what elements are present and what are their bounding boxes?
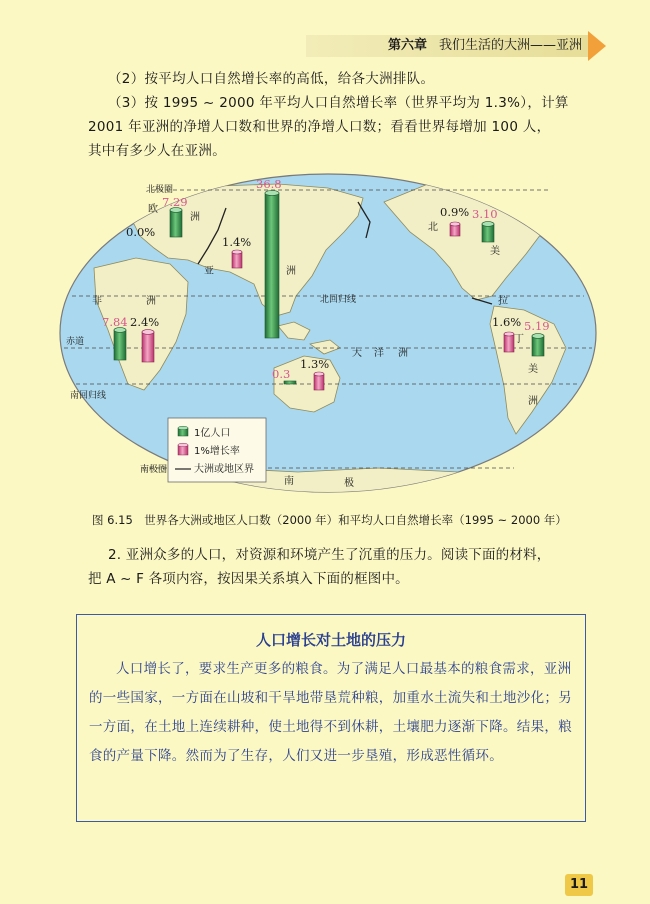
bar-asia-rate bbox=[232, 252, 242, 268]
label-antarctica-1: 南 bbox=[284, 476, 294, 487]
label-latin-america-4: 洲 bbox=[528, 396, 538, 407]
label-oceania-3: 洲 bbox=[398, 348, 408, 359]
reading-box-title: 人口增长对土地的压力 bbox=[255, 631, 406, 649]
map-svg bbox=[58, 172, 598, 494]
chapter-number: 第六章 bbox=[388, 38, 428, 53]
bar-latin-america-rate-top bbox=[504, 332, 514, 336]
tropic-cancer-label: 北回归线 bbox=[320, 295, 357, 305]
bar-oceania-population bbox=[284, 381, 296, 384]
value-oceania-population: 0.3 bbox=[272, 367, 291, 381]
legend-rate-icon-top bbox=[178, 443, 188, 447]
value-oceania-rate: 1.3% bbox=[300, 357, 330, 371]
label-latin-america-3: 美 bbox=[528, 364, 538, 375]
page-number-badge bbox=[565, 874, 593, 896]
legend-boundary-label: 大洲或地区界 bbox=[194, 464, 254, 475]
bar-north-america-population-top bbox=[482, 222, 494, 227]
label-africa-2: 洲 bbox=[146, 296, 156, 307]
bar-north-america-rate-top bbox=[450, 222, 460, 226]
label-antarctica-2: 极 bbox=[344, 478, 354, 489]
label-latin-america-1: 拉 bbox=[498, 296, 508, 307]
reading-box bbox=[76, 614, 586, 822]
label-asia-1: 亚 bbox=[204, 266, 214, 277]
tropic-capricorn-label: 南回归线 bbox=[70, 391, 107, 401]
bar-latin-america-rate bbox=[504, 334, 514, 352]
reading-box-text: 人口增长了，要求生产更多的粮食。为了满足人口最基本的粮食需求，亚洲的一些国家，一方面在山坡和干旱地带垦荒种粮，加重水土流失和土地沙化；另一方面，在土地上连续耕种，使土地得不到休耕，土壤肥力逐渐下降。结果，粮食的产量下降。然而为了生存，人们又进一步垦殖，形成恶性循环。 bbox=[89, 661, 572, 764]
value-africa-population: 7.84 bbox=[102, 315, 128, 329]
world-population-map bbox=[58, 172, 598, 494]
legend-population-icon-top bbox=[178, 426, 188, 430]
label-africa-1: 非 bbox=[92, 296, 102, 307]
label-oceania-1: 大 bbox=[352, 348, 362, 359]
bar-latin-america-population bbox=[532, 336, 544, 356]
value-north-america-population: 3.10 bbox=[472, 207, 498, 221]
bar-asia-rate-top bbox=[232, 250, 242, 254]
body-line-2: 把 A ~ F 各项内容，按因果关系填入下面的框图中。 bbox=[88, 571, 409, 587]
bar-oceania-rate bbox=[314, 374, 324, 390]
arctic-circle-label: 北极圈 bbox=[146, 185, 174, 195]
label-north-america-1: 北 bbox=[428, 222, 438, 233]
value-latin-america-population: 5.19 bbox=[524, 319, 550, 333]
value-europe-population: 7.29 bbox=[162, 195, 188, 209]
antarctic-circle-label: 南极圈 bbox=[140, 465, 168, 475]
figure-caption: 图 6.15 世界各大洲或地区人口数（2000 年）和平均人口自然增长率（1995 ~ 2000 年） bbox=[92, 513, 567, 527]
chapter-title: 我们生活的大洲——亚洲 bbox=[439, 38, 583, 53]
label-asia-2: 洲 bbox=[286, 266, 296, 277]
question-2: （2）按平均人口自然增长率的高低，给各大洲排队。 bbox=[108, 71, 435, 87]
value-north-america-rate: 0.9% bbox=[440, 205, 470, 219]
value-latin-america-rate: 1.6% bbox=[492, 315, 522, 329]
body-line-1: 2. 亚洲众多的人口，对资源和环境产生了沉重的压力。阅读下面的材料， bbox=[108, 547, 551, 563]
label-europe-2: 洲 bbox=[190, 212, 200, 223]
chapter-header bbox=[388, 36, 582, 56]
equator-label: 赤道 bbox=[66, 337, 85, 347]
bar-africa-population bbox=[114, 330, 126, 360]
value-africa-rate: 2.4% bbox=[130, 315, 160, 329]
value-europe-rate: 0.0% bbox=[126, 225, 156, 239]
map-legend bbox=[168, 418, 266, 482]
label-north-america-2: 美 bbox=[490, 246, 500, 257]
bar-africa-rate-top bbox=[142, 330, 154, 335]
question-3-line-1: （3）按 1995 ~ 2000 年平均人口自然增长率（世界平均为 1.3%），计算 bbox=[108, 95, 569, 111]
bar-africa-rate bbox=[142, 332, 154, 362]
bar-latin-america-population-top bbox=[532, 334, 544, 339]
legend-population-label: 1亿人口 bbox=[194, 428, 231, 439]
bar-oceania-rate-top bbox=[314, 372, 324, 376]
label-latin-america-2: 丁 bbox=[514, 334, 524, 345]
question-3-line-3: 其中有多少人在亚洲。 bbox=[88, 143, 226, 159]
legend-rate-label: 1%增长率 bbox=[194, 446, 240, 457]
label-oceania-2: 洋 bbox=[374, 348, 384, 359]
label-europe-1: 欧 bbox=[148, 204, 158, 215]
value-asia-population: 36.8 bbox=[256, 177, 282, 191]
bar-europe-population bbox=[170, 210, 182, 237]
bar-asia-population bbox=[265, 193, 279, 338]
page-number: 11 bbox=[569, 877, 589, 892]
header-arrow-icon bbox=[588, 31, 606, 61]
value-asia-rate: 1.4% bbox=[222, 235, 252, 249]
bar-asia-population-top bbox=[265, 190, 279, 195]
question-3-line-2: 2001 年亚洲的净增人口数和世界的净增人口数；看看世界每增加 100 人， bbox=[88, 119, 551, 135]
